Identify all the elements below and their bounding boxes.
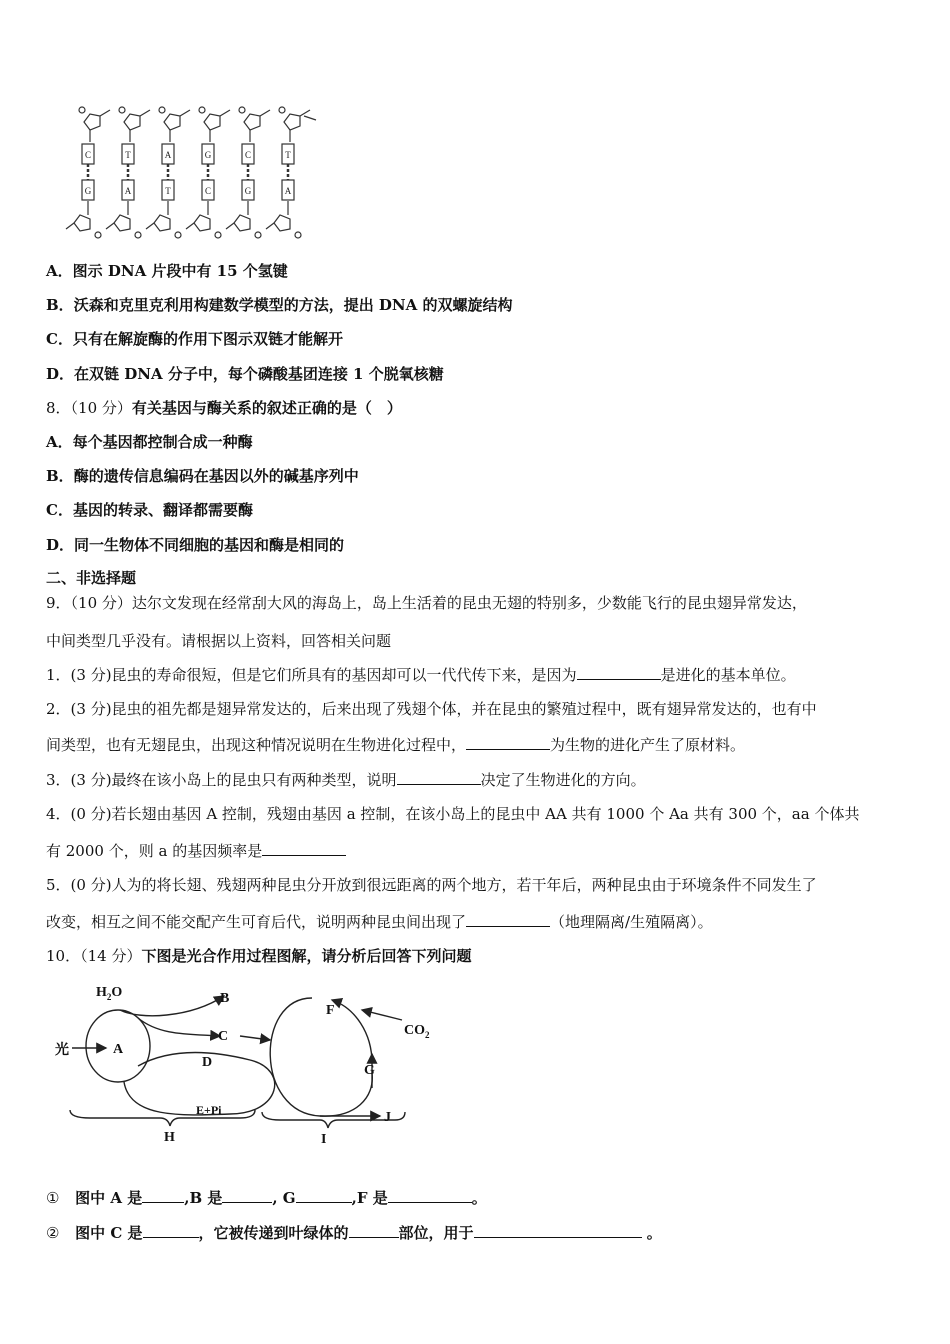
q9-sub2-line2: 间类型，也有无翅昆虫，出现这种情况说明在生物进化过程中， 为生物的进化产生了原材料。 (46, 736, 746, 754)
q8-option-d: D．同一生物体不同细胞的基因和酶是相同的 (46, 536, 345, 554)
label-f: F (326, 1003, 335, 1018)
h2o-label: $H_2O$ (96, 985, 123, 1002)
answer-blank[interactable] (262, 841, 346, 856)
dna-top-base: C (244, 150, 252, 160)
label-b: B (220, 991, 230, 1006)
dna-top-base: G (204, 150, 212, 160)
q9-sub5-line2: 改变，相互之间不能交配产生可育后代，说明两种昆虫间出现了 （地理隔离/生殖隔离）。 (46, 913, 713, 931)
q7-option-d: D．在双链 DNA 分子中，每个磷酸基团连接 1 个脱氧核糖 (46, 365, 444, 383)
dna-bottom-base: A (124, 186, 132, 196)
answer-blank[interactable] (296, 1188, 352, 1203)
q9-sub5-line1: 5．(0 分)人为的将长翅、残翅两种昆虫分开放到很远距离的两个地方，若干年后，两种昆虫由于环境条件不同发生了 (46, 876, 817, 894)
q10-sub2: ② 图中 C 是 ，它被传递到叶绿体的 部位，用于 。 (46, 1224, 662, 1242)
answer-blank[interactable] (143, 1223, 199, 1238)
label-j: J (384, 1110, 391, 1125)
dna-top-base: T (285, 150, 291, 160)
label-c: C (218, 1029, 229, 1044)
q8-stem: 8．（10 分）有关基因与酶关系的叙述正确的是（ ） (46, 399, 402, 417)
label-d: D (202, 1055, 213, 1070)
q7-option-c: C．只有在解旋酶的作用下图示双链才能解开 (46, 330, 343, 348)
dna-bottom-base: G (244, 186, 252, 196)
label-g: G (364, 1063, 375, 1078)
q9-stem-line1: 9．（10 分）达尔文发现在经常刮大风的海岛上，岛上生活着的昆虫无翅的特别多，少数能飞行的昆虫翅异常发达， (46, 594, 807, 612)
dna-bottom-base: G (84, 186, 92, 196)
dna-top-base: C (84, 150, 92, 160)
q8-option-a: A．每个基因都控制合成一种酶 (46, 433, 253, 451)
dna-bottom-base: T (165, 186, 171, 196)
label-h: H (164, 1130, 175, 1145)
q9-stem-line2: 中间类型几乎没有。请根据以上资料，回答相关问题 (46, 632, 392, 650)
answer-blank[interactable] (397, 770, 481, 785)
dna-bottom-base: A (284, 186, 292, 196)
label-a: A (113, 1042, 124, 1057)
q10-sub1: ① 图中 A 是 ,B 是 , G ,F 是 。 (46, 1189, 487, 1207)
answer-blank[interactable] (466, 912, 550, 927)
label-e-pi: E+Pi (196, 1103, 222, 1117)
section-title: 二、非选择题 (46, 569, 137, 587)
answer-blank[interactable] (466, 735, 550, 750)
co2-label: $CO_2$ (404, 1023, 430, 1040)
q7-option-b: B．沃森和克里克利用构建数学模型的方法，提出 DNA 的双螺旋结构 (46, 296, 513, 314)
answer-blank[interactable] (388, 1188, 472, 1203)
dna-structure-figure (48, 100, 338, 245)
q8-option-c: C．基因的转录、翻译都需要酶 (46, 501, 253, 519)
dna-bottom-base: C (204, 186, 212, 196)
answer-blank[interactable] (474, 1223, 642, 1238)
q9-sub4-line2: 有 2000 个，则 a 的基因频率是 (46, 841, 346, 861)
q9-sub2-line1: 2．(3 分)昆虫的祖先都是翅异常发达的，后来出现了残翅个体，并在昆虫的繁殖过程中，既有翅异常发达的，也有中 (46, 700, 817, 718)
answer-blank[interactable] (222, 1188, 272, 1203)
answer-blank[interactable] (349, 1223, 399, 1238)
q9-sub4-line1: 4．(0 分)若长翅由基因 A 控制，残翅由基因 a 控制，在该小岛上的昆虫中 AA 共有 1000 个 Aa 共有 300 个，aa 个体共 (46, 805, 860, 823)
q9-sub1: 1．(3 分)昆虫的寿命很短，但是它们所具有的基因却可以一代代传下来，是因为 是进化的基本单位。 (46, 666, 796, 684)
dna-top-base: T (125, 150, 131, 160)
light-label: 光 (55, 1043, 69, 1058)
label-i: I (321, 1132, 327, 1147)
photosynthesis-diagram (50, 978, 440, 1148)
answer-blank[interactable] (142, 1188, 184, 1203)
answer-blank[interactable] (577, 665, 661, 680)
q9-sub3: 3．(3 分)最终在该小岛上的昆虫只有两种类型，说明 决定了生物进化的方向。 (46, 771, 646, 789)
dna-top-base: A (164, 150, 172, 160)
q7-option-a: A．图示 DNA 片段中有 15 个氢键 (46, 262, 288, 280)
q10-stem: 10．（14 分）下图是光合作用过程图解，请分析后回答下列问题 (46, 947, 472, 965)
q8-option-b: B．酶的遗传信息编码在基因以外的碱基序列中 (46, 467, 359, 485)
